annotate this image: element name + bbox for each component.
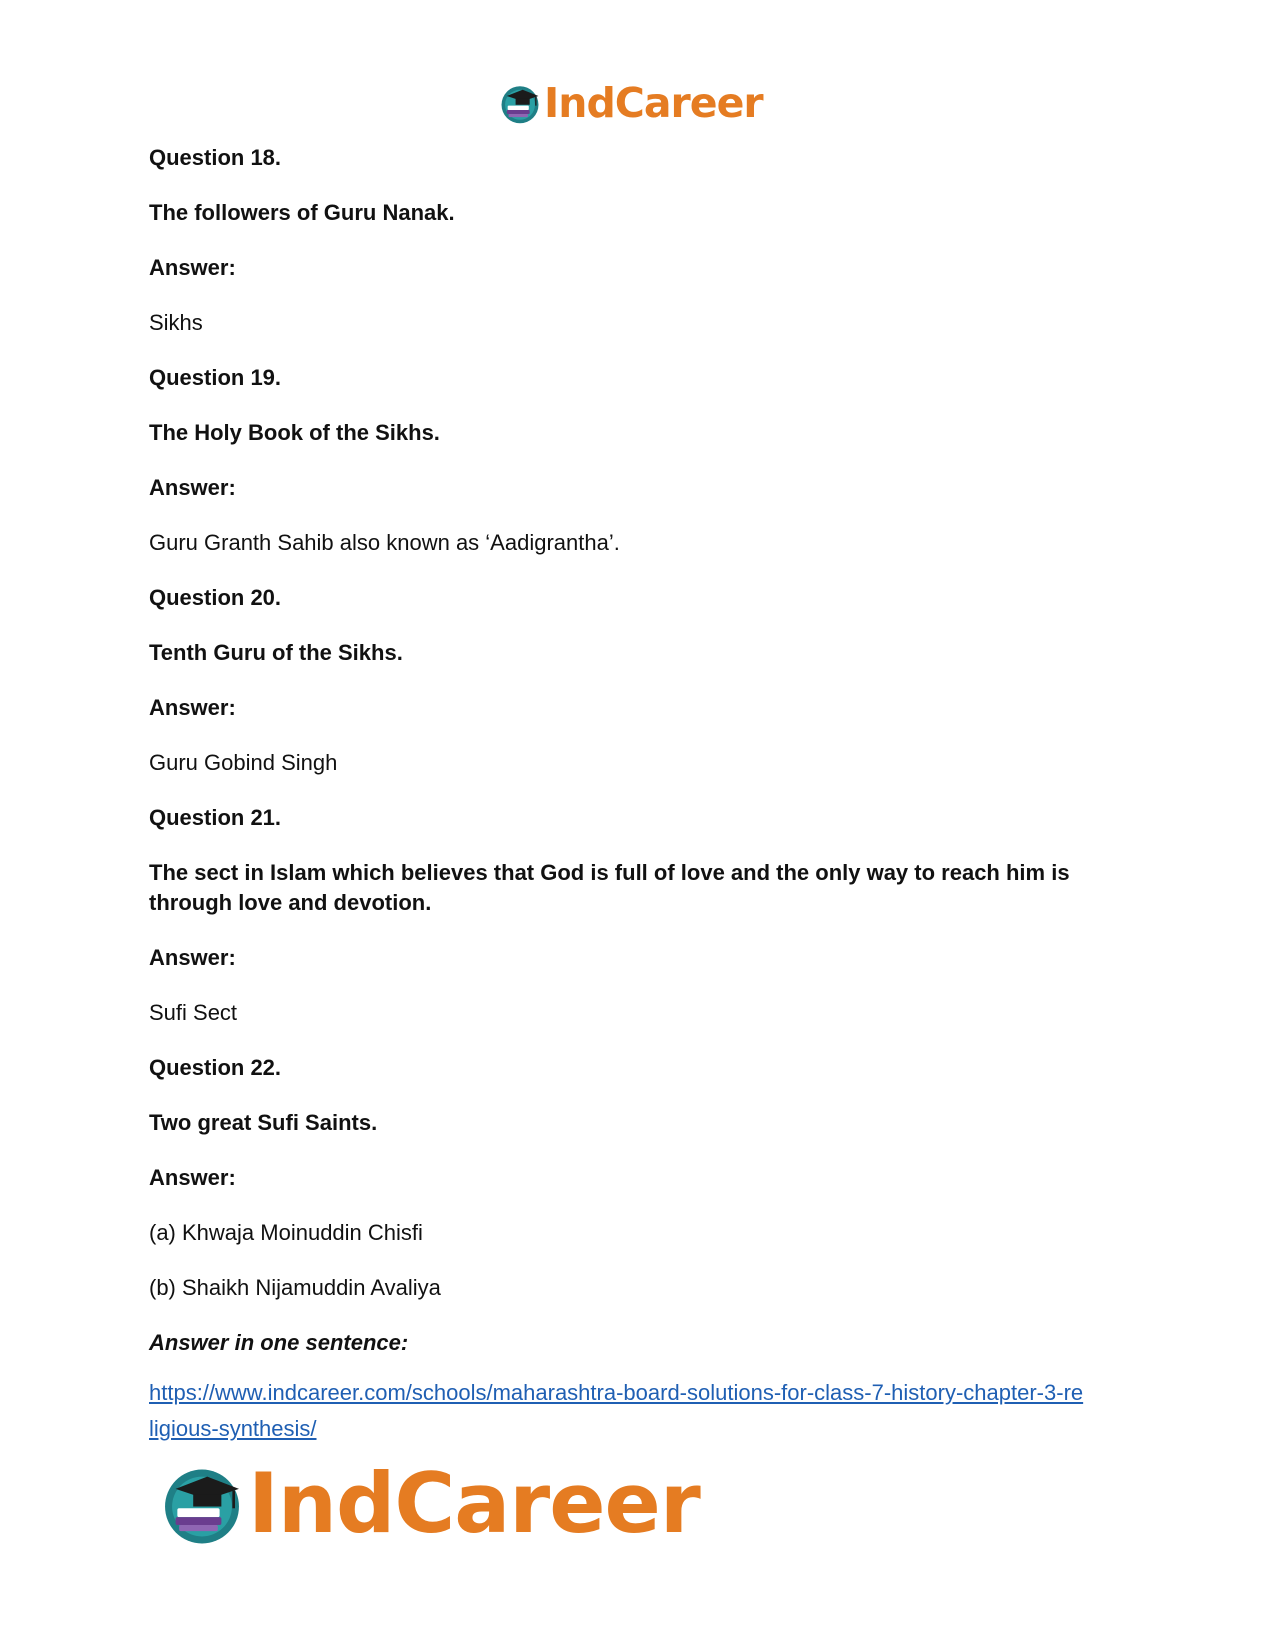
question-20-answer: Guru Gobind Singh (149, 750, 338, 775)
question-20-answer-label: Answer: (149, 695, 236, 720)
brand-name: IndCareer (248, 1454, 700, 1552)
source-link[interactable] (149, 1375, 1134, 1447)
question-21-answer: Sufi Sect (149, 1000, 238, 1025)
question-19-prompt: The Holy Book of the Sikhs. (149, 420, 440, 445)
question-18-answer: Sikhs (149, 310, 203, 335)
question-21-answer-label: Answer: (149, 945, 236, 970)
question-18-prompt: The followers of Guru Nanak. (149, 200, 455, 225)
graduation-cap-books-icon (158, 1459, 246, 1547)
brand-name: IndCareer (544, 78, 763, 127)
question-22-answer-b: (b) Shaikh Nijamuddin Avaliya (149, 1275, 441, 1300)
question-19-label: Question 19. (149, 365, 282, 390)
source-link-line-2[interactable]: ligious-synthesis/ (149, 1416, 317, 1441)
question-18-label: Question 18. (149, 145, 282, 170)
question-21-label: Question 21. (149, 805, 282, 830)
section-heading: Answer in one sentence: (149, 1330, 409, 1355)
graduation-cap-books-icon (498, 81, 542, 125)
question-21-prompt: The sect in Islam which believes that God is full of love and the only way to reach him is through love and devotion. (149, 860, 1070, 915)
question-22-answer-a: (a) Khwaja Moinuddin Chisfi (149, 1220, 423, 1245)
source-link-line-1[interactable]: https://www.indcareer.com/schools/maharashtra-board-solutions-for-class-7-history-chapter-3-re (149, 1380, 1084, 1405)
indcareer-logo-top (498, 80, 763, 126)
question-20-label: Question 20. (149, 585, 282, 610)
question-20-prompt: Tenth Guru of the Sikhs. (149, 640, 403, 665)
question-19-answer-label: Answer: (149, 475, 236, 500)
question-22-label: Question 22. (149, 1055, 282, 1080)
indcareer-logo-bottom (158, 1454, 700, 1552)
question-22-answer-label: Answer: (149, 1165, 236, 1190)
question-18-answer-label: Answer: (149, 255, 236, 280)
question-19-answer: Guru Granth Sahib also known as ‘Aadigrantha’. (149, 530, 620, 555)
question-22-prompt: Two great Sufi Saints. (149, 1110, 378, 1135)
